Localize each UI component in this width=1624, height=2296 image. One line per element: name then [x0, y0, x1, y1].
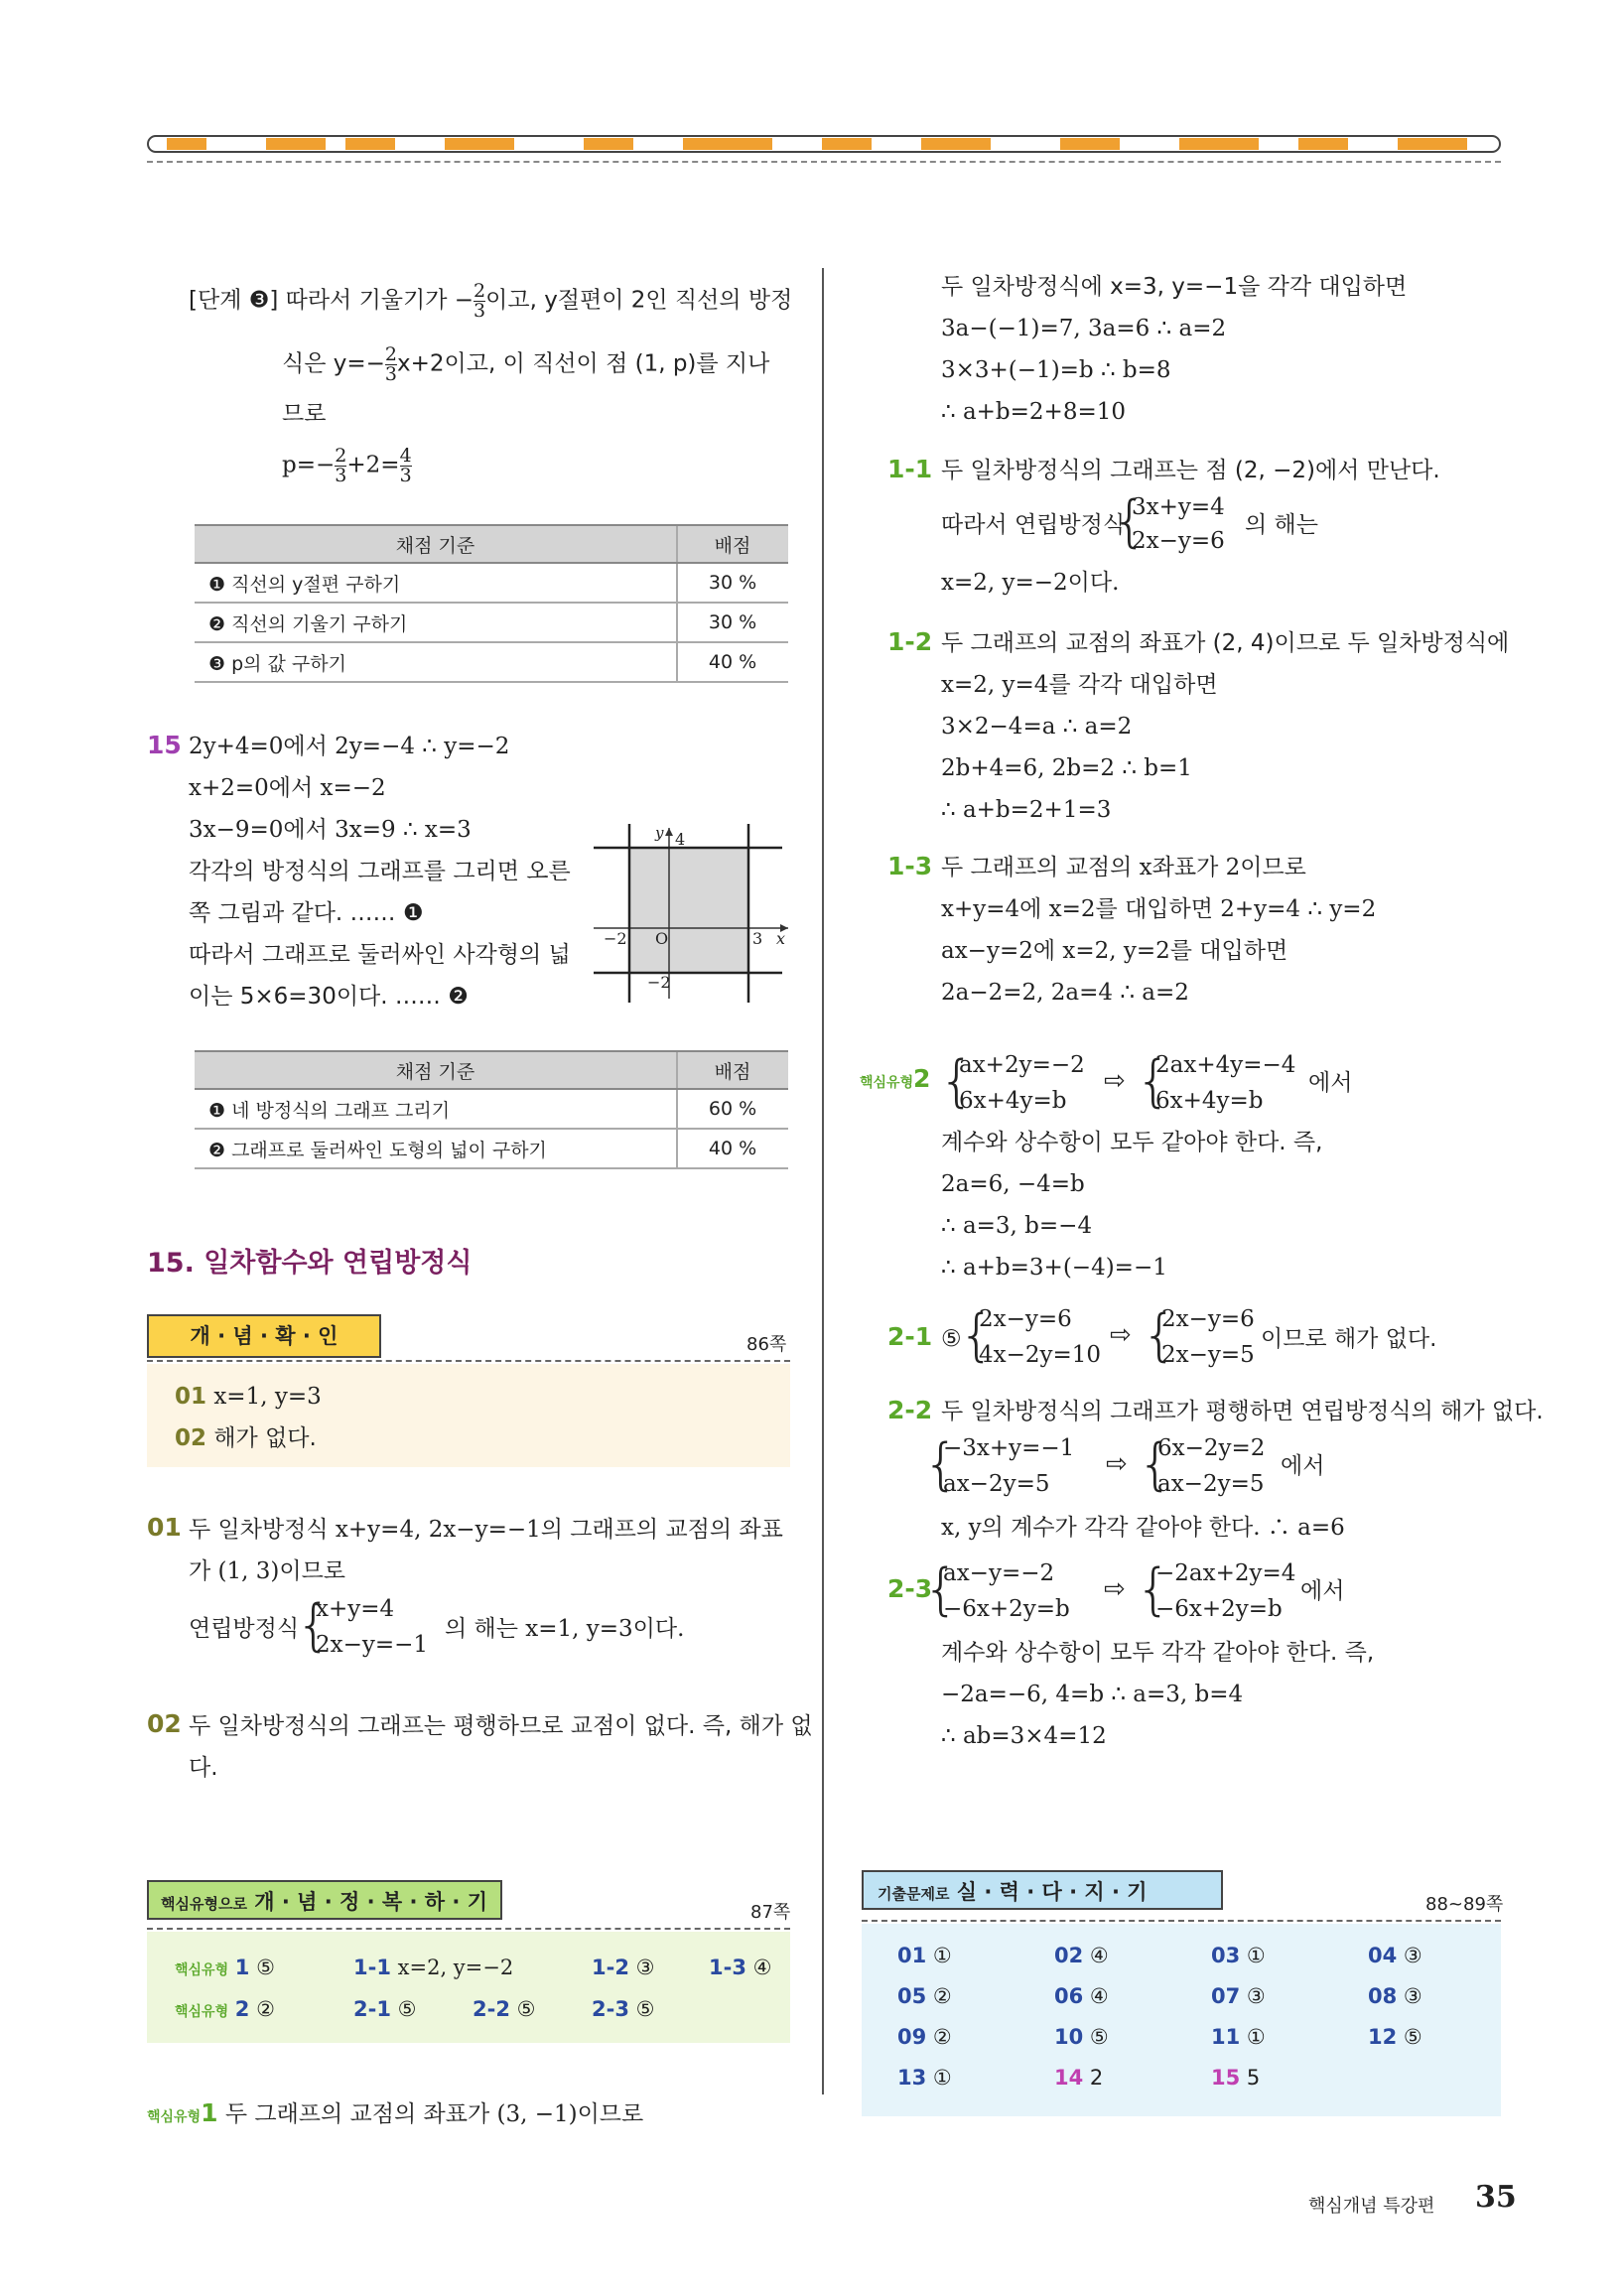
p2-3-sysB-eq: −2ax+2y=4 — [1155, 1560, 1296, 1586]
step3-line2: 식은 y=− $\frac{2}{3}$ x+2이고, 이 직선이 점 (1, p)를 지나 — [282, 343, 770, 385]
p1-1-number: 1-1 — [887, 455, 933, 483]
p1-3-line: x+y=4에 x=2를 대입하면 2+y=4 ∴ y=2 — [941, 896, 1377, 922]
graph-x-label: x — [776, 929, 786, 948]
table-row: ❶ 네 방정식의 그래프 그리기 60 % — [195, 1089, 788, 1129]
q02-line2: 다. — [189, 1755, 218, 1781]
exam-answer: 11 ① — [1211, 2025, 1266, 2049]
q01-line2: 가 (1, 3)이므로 — [189, 1558, 346, 1584]
p1-2-line: 2b+4=6, 2b=2 ∴ b=1 — [941, 755, 1192, 781]
core2-post: 에서 — [1308, 1070, 1353, 1096]
p1-1-line3: x=2, y=−2이다. — [941, 570, 1120, 596]
q02-number: 02 — [147, 1709, 182, 1738]
p1-1-system-eq: 2x−y=6 — [1132, 528, 1225, 554]
table-row: ❸ p의 값 구하기 40 % — [195, 642, 788, 682]
exam-answer: 07 ③ — [1211, 1984, 1266, 2008]
p2-2-sysB-eq: ax−2y=5 — [1157, 1471, 1265, 1497]
review-answer: 핵심유형 1 ⑤ — [175, 1956, 275, 1979]
p1-2-line: x=2, y=4를 각각 대입하면 — [941, 672, 1218, 698]
review-answer: 1-1 x=2, y=−2 — [353, 1956, 514, 1979]
p2-2-post: 에서 — [1281, 1453, 1325, 1479]
core2-sysB-eq: 6x+4y=b — [1155, 1088, 1264, 1114]
q01-line3-post: 의 해는 x=1, y=3이다. — [445, 1616, 685, 1642]
table-row: ❷ 직선의 기울기 구하기 30 % — [195, 603, 788, 642]
footer-book-title: 핵심개념 특강편 — [1308, 2196, 1435, 2217]
arrow-icon: ⇨ — [1104, 1574, 1126, 1604]
p2-1-sysA-eq: 4x−2y=10 — [979, 1342, 1102, 1368]
p2-1-sysA-eq: 2x−y=6 — [979, 1306, 1072, 1332]
step3-line3: 므로 — [282, 401, 327, 427]
graph-tick: −2 — [604, 929, 627, 948]
p2-2-number: 2-2 — [887, 1396, 933, 1424]
p1-3-line: 두 그래프의 교점의 x좌표가 2이므로 — [941, 855, 1306, 880]
intro-line: 두 일차방정식에 x=3, y=−1을 각각 대입하면 — [941, 274, 1408, 300]
core2-sysA-eq: ax+2y=−2 — [959, 1052, 1085, 1078]
p2-2-line3: x, y의 계수가 각각 같아야 한다. ∴ a=6 — [941, 1515, 1345, 1541]
exam-answer: 14 2 — [1054, 2066, 1104, 2090]
table-header: 배점 — [677, 1051, 788, 1089]
p2-3-sysB-eq: −6x+2y=b — [1155, 1596, 1283, 1622]
intro-line: 3a−(−1)=7, 3a=6 ∴ a=2 — [941, 316, 1227, 341]
exam-answer: 09 ② — [897, 2025, 952, 2049]
table-header: 채점 기준 — [195, 525, 677, 563]
exam-answer: 05 ② — [897, 1984, 952, 2008]
p2-3-post: 에서 — [1300, 1578, 1345, 1604]
scoring-table-2 — [195, 1050, 788, 1169]
intro-line: ∴ a+b=2+8=10 — [941, 399, 1126, 425]
p2-1-sysB-eq: 2x−y=6 — [1161, 1306, 1255, 1332]
q01-line3-pre: 연립방정식 — [189, 1616, 300, 1642]
p1-2-line: 3×2−4=a ∴ a=2 — [941, 714, 1133, 740]
p1-2-line: ∴ a+b=2+1=3 — [941, 797, 1112, 823]
p1-1-system-eq: 3x+y=4 — [1132, 494, 1225, 520]
q01-system-eq: x+y=4 — [316, 1596, 395, 1622]
core2-number: 2 — [913, 1064, 931, 1093]
p1-3-number: 1-3 — [887, 852, 933, 880]
graph-tick: 3 — [752, 929, 763, 948]
step3-line1: [단계 ❸] 따라서 기울기가 − $\frac{2}{3}$ 이고, y절편이 2인 직선의 방정 — [189, 280, 793, 322]
page-number: 35 — [1475, 2180, 1517, 2215]
exam-answer: 10 ⑤ — [1054, 2025, 1109, 2049]
review-answer: 1-3 ④ — [709, 1956, 772, 1979]
exam-answer: 13 ① — [897, 2066, 952, 2090]
review-answer: 2-3 ⑤ — [592, 1997, 655, 2021]
arrow-icon: ⇨ — [1110, 1320, 1132, 1350]
review-dashed-line — [147, 1928, 790, 1930]
review-answer: 1-2 ③ — [592, 1956, 655, 1979]
table-row: ❶ 직선의 y절편 구하기 30 % — [195, 563, 788, 603]
step3-line4: p=− $\frac{2}{3}$ +2= $\frac{4}{3}$ — [282, 445, 412, 486]
graph-y-label: y — [655, 824, 664, 842]
p2-1-choice: ⑤ — [941, 1326, 962, 1352]
core2-line: 계수와 상수항이 모두 같아야 한다. 즉, — [941, 1130, 1323, 1155]
q01-line1: 두 일차방정식 x+y=4, 2x−y=−1의 그래프의 교점의 좌표 — [189, 1517, 783, 1543]
exam-answer: 02 ④ — [1054, 1944, 1109, 1967]
p2-3-line: ∴ ab=3×4=12 — [941, 1723, 1107, 1749]
header-ruler — [147, 133, 1501, 155]
core2-line: ∴ a=3, b=−4 — [941, 1213, 1093, 1239]
p1-1-line2-pre: 따라서 연립방정식 — [941, 512, 1126, 538]
p2-2-sysA-eq: ax−2y=5 — [943, 1471, 1050, 1497]
p1-3-line: 2a−2=2, 2a=4 ∴ a=2 — [941, 980, 1189, 1006]
p2-3-line: 계수와 상수항이 모두 각각 같아야 한다. 즉, — [941, 1640, 1375, 1666]
q15-line: 따라서 그래프로 둘러싸인 사각형의 넓 — [189, 942, 571, 968]
q02-line1: 두 일차방정식의 그래프는 평행하므로 교점이 없다. 즉, 해가 없 — [189, 1713, 813, 1739]
exam-dashed-line — [862, 1920, 1501, 1922]
q15-graph — [594, 824, 792, 1003]
p2-2-sysA-eq: −3x+y=−1 — [943, 1435, 1075, 1461]
q15-number: 15 — [147, 731, 182, 759]
table-header: 배점 — [677, 525, 788, 563]
system-brace: { — [1138, 1432, 1173, 1497]
system-brace: { — [939, 1049, 975, 1114]
p1-1-line2-post: 의 해는 — [1245, 512, 1318, 538]
graph-tick: −2 — [647, 973, 671, 992]
concept-dashed-line — [147, 1360, 790, 1362]
core2-line: 2a=6, −4=b — [941, 1171, 1085, 1197]
p2-1-number: 2-1 — [887, 1322, 933, 1351]
system-brace: { — [1136, 1049, 1171, 1114]
review-answer: 2-1 ⑤ — [353, 1997, 417, 2021]
concept-answer-1: 01 x=1, y=3 — [175, 1384, 322, 1410]
arrow-icon: ⇨ — [1106, 1449, 1128, 1479]
system-brace: { — [1142, 1303, 1177, 1368]
section-title: 15. 일차함수와 연립방정식 — [147, 1248, 473, 1279]
exam-tag: 기출문제로 실 · 력 · 다 · 지 · 기 — [862, 1870, 1223, 1910]
exam-answer: 12 ⑤ — [1368, 2025, 1422, 2049]
q15-line: x+2=0에서 x=−2 — [189, 775, 386, 801]
concept-answer-2: 02 해가 없다. — [175, 1425, 317, 1451]
review-tag: 핵심유형으로 개 · 념 · 정 · 복 · 하 · 기 — [147, 1880, 502, 1920]
system-brace: { — [1112, 489, 1148, 554]
p1-2-line: 두 그래프의 교점의 좌표가 (2, 4)이므로 두 일차방정식에 — [941, 630, 1510, 656]
table-row: ❷ 그래프로 둘러싸인 도형의 넓이 구하기 40 % — [195, 1129, 788, 1168]
review-page: 87쪽 — [750, 1902, 791, 1923]
graph-tick: 4 — [675, 830, 686, 849]
intro-line: 3×3+(−1)=b ∴ b=8 — [941, 357, 1171, 383]
q01-number: 01 — [147, 1513, 182, 1542]
exam-answer-grid — [897, 1944, 1493, 2112]
p1-3-line: ax−y=2에 x=2, y=2를 대입하면 — [941, 938, 1288, 964]
p2-1-sysB-eq: 2x−y=5 — [1161, 1342, 1255, 1368]
system-brace: { — [296, 1593, 332, 1658]
exam-answer: 08 ③ — [1368, 1984, 1422, 2008]
core1-line: 핵심유형1 두 그래프의 교점의 좌표가 (3, −1)이므로 — [147, 2098, 644, 2127]
concept-check-tag: 개 · 념 · 확 · 인 — [147, 1314, 381, 1358]
q15-line: 2y+4=0에서 2y=−4 ∴ y=−2 — [189, 734, 510, 759]
core2-line: ∴ a+b=3+(−4)=−1 — [941, 1255, 1167, 1281]
p2-1-post: 이므로 해가 없다. — [1261, 1326, 1437, 1352]
review-answer: 2-2 ⑤ — [473, 1997, 536, 2021]
exam-answer: 15 5 — [1211, 2066, 1261, 2090]
table-header: 채점 기준 — [195, 1051, 677, 1089]
p2-3-sysA-eq: −6x+2y=b — [943, 1596, 1070, 1622]
core2-sysA-eq: 6x+4y=b — [959, 1088, 1067, 1114]
exam-answer: 03 ① — [1211, 1944, 1266, 1967]
concept-page: 86쪽 — [746, 1334, 787, 1355]
p2-2-line1: 두 일차방정식의 그래프가 평행하면 연립방정식의 해가 없다. — [941, 1399, 1544, 1424]
exam-answer: 01 ① — [897, 1944, 952, 1967]
p1-2-number: 1-2 — [887, 627, 933, 656]
exam-page: 88~89쪽 — [1425, 1894, 1504, 1915]
system-brace: { — [959, 1303, 995, 1368]
q15-line: 3x−9=0에서 3x=9 ∴ x=3 — [189, 817, 472, 843]
q15-line: 쪽 그림과 같다. …… ❶ — [189, 900, 424, 926]
core2-sysB-eq: 2ax+4y=−4 — [1155, 1052, 1296, 1078]
system-brace: { — [923, 1432, 959, 1497]
review-answer-box — [147, 1932, 790, 2043]
core2-label: 핵심유형 — [860, 1075, 914, 1091]
p2-2-sysB-eq: 6x−2y=2 — [1157, 1435, 1266, 1461]
system-brace: { — [1136, 1557, 1171, 1622]
system-brace: { — [923, 1557, 959, 1622]
arrow-icon: ⇨ — [1104, 1066, 1126, 1096]
exam-answer: 04 ③ — [1368, 1944, 1422, 1967]
p2-3-sysA-eq: ax−y=−2 — [943, 1560, 1055, 1586]
p2-3-line: −2a=−6, 4=b ∴ a=3, b=4 — [941, 1682, 1244, 1707]
review-answer: 핵심유형 2 ② — [175, 1997, 275, 2021]
column-divider — [822, 268, 824, 2094]
p2-3-number: 2-3 — [887, 1574, 933, 1603]
p1-1-line1: 두 일차방정식의 그래프는 점 (2, −2)에서 만난다. — [941, 458, 1440, 483]
scoring-table-1 — [195, 524, 788, 683]
graph-origin: O — [655, 929, 669, 948]
exam-answer: 06 ④ — [1054, 1984, 1109, 2008]
header-dashed-line — [147, 161, 1501, 163]
q15-line: 이는 5×6=30이다. …… ❷ — [189, 984, 469, 1010]
q01-system-eq: 2x−y=−1 — [316, 1632, 429, 1658]
q15-line: 각각의 방정식의 그래프를 그리면 오른 — [189, 859, 571, 884]
